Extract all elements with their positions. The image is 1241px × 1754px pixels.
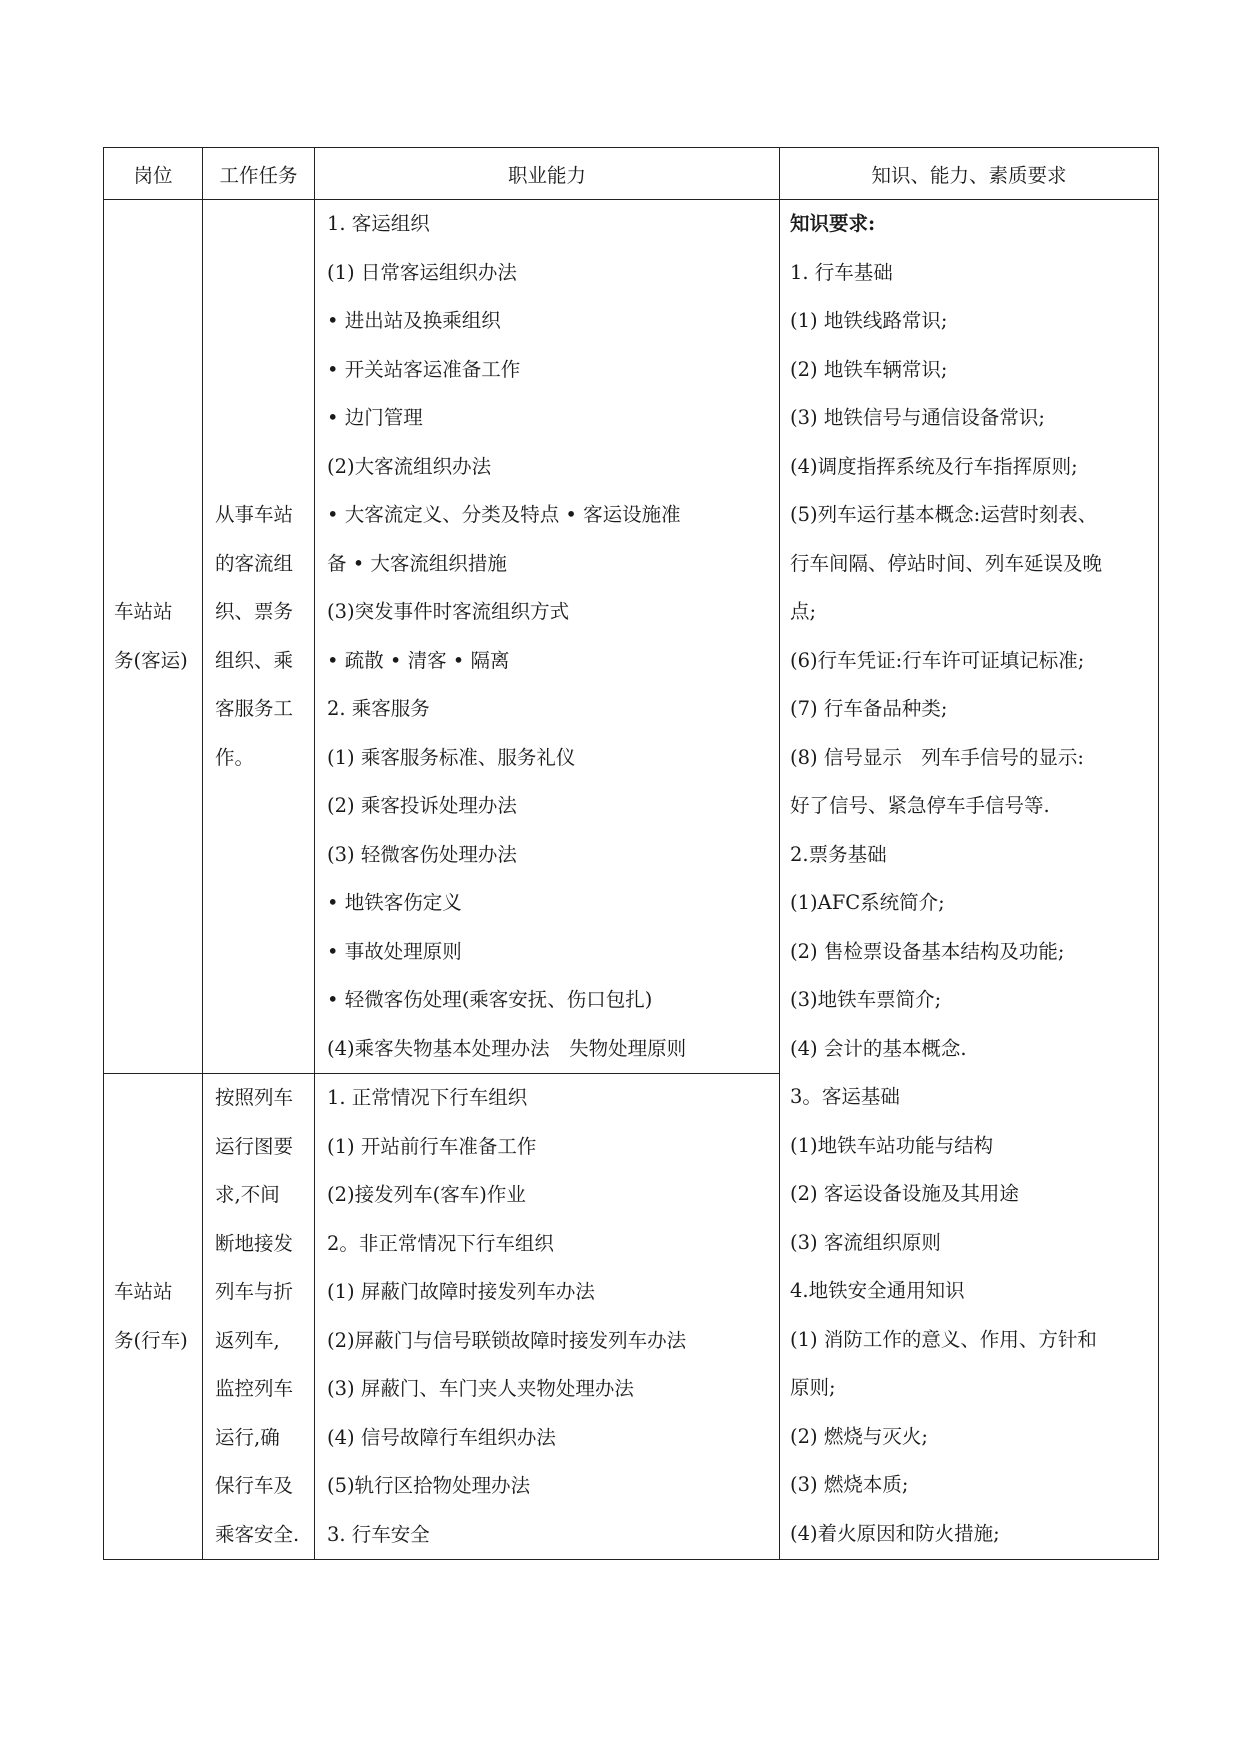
knowledge-line: (1)AFC系统简介;: [790, 891, 945, 914]
knowledge-line: 3。客运基础: [790, 1085, 900, 1108]
task-line: 组织、乘: [215, 648, 294, 672]
knowledge-line: (8) 信号显示 列车手信号的显示:: [790, 745, 1084, 769]
task-cell-train: [203, 1074, 315, 1560]
header-post: 岗位: [104, 148, 203, 200]
knowledge-line: (5)列车运行基本概念:运营时刻表、: [790, 503, 1098, 526]
task-line: 求,不间: [215, 1183, 280, 1206]
ability-line: • 疏散 • 清客 • 隔离: [327, 648, 510, 672]
ability-line: 3. 行车安全: [327, 1522, 430, 1546]
knowledge-line: 行车间隔、停站时间、列车延误及晚: [790, 551, 1103, 575]
task-cell-passenger: [203, 200, 315, 1074]
post-line: 车站站: [114, 600, 173, 623]
ability-line: (1) 屏蔽门故障时接发列车办法: [327, 1280, 595, 1303]
ability-line: (2)大客流组织办法: [327, 454, 492, 478]
ability-line: (1) 开站前行车准备工作: [327, 1134, 537, 1158]
ability-line: (5)轨行区拾物处理办法: [327, 1474, 531, 1497]
knowledge-cell: [780, 200, 1159, 1560]
ability-line: • 地铁客伤定义: [327, 891, 462, 914]
ability-line: • 大客流定义、分类及特点 • 客运设施准: [327, 503, 681, 526]
ability-line: (1) 日常客运组织办法: [327, 260, 517, 284]
task-line: 织、票务: [215, 600, 294, 623]
ability-line: (4) 信号故障行车组织办法: [327, 1425, 556, 1449]
ability-line: 1. 客运组织: [327, 212, 430, 235]
knowledge-line: 原则;: [790, 1376, 836, 1399]
knowledge-line: (6)行车凭证:行车许可证填记标准;: [790, 648, 1085, 672]
ability-cell-train: [315, 1074, 780, 1560]
task-line: 断地接发: [215, 1231, 294, 1255]
header-ability: 职业能力: [315, 148, 780, 200]
knowledge-line: 4.地铁安全通用知识: [790, 1279, 965, 1302]
ability-line: (3)突发事件时客流组织方式: [327, 600, 570, 623]
knowledge-line: (1) 消防工作的意义、作用、方针和: [790, 1327, 1097, 1351]
knowledge-line: (3) 客流组织原则: [790, 1230, 941, 1254]
post-line: 务(客运): [114, 648, 188, 672]
task-line: 的客流组: [215, 551, 294, 575]
ability-line: (4)乘客失物基本处理办法 失物处理原则: [327, 1036, 687, 1060]
task-line: 运行,确: [215, 1425, 280, 1449]
knowledge-line: (2) 燃烧与灭火;: [790, 1424, 928, 1448]
task-line: 运行图要: [215, 1134, 294, 1158]
ability-line: (3) 轻微客伤处理办法: [327, 842, 517, 866]
ability-line: • 进出站及换乘组织: [327, 309, 501, 332]
ability-line: (1) 乘客服务标准、服务礼仪: [327, 745, 576, 769]
ability-line: 备 • 大客流组织措施: [327, 551, 507, 575]
knowledge-line: (2) 地铁车辆常识;: [790, 357, 948, 381]
ability-cell-passenger: [315, 200, 780, 1074]
knowledge-line: (4)着火原因和防火措施;: [790, 1521, 1000, 1545]
knowledge-line: (7) 行车备品种类;: [790, 697, 948, 720]
header-knowledge: 知识、能力、素质要求: [780, 148, 1159, 200]
task-line: 保行车及: [215, 1474, 294, 1497]
knowledge-line: (3) 地铁信号与通信设备常识;: [790, 406, 1045, 429]
ability-line: 2. 乘客服务: [327, 697, 430, 720]
knowledge-line: 1. 行车基础: [790, 260, 893, 284]
task-line: 乘客安全.: [215, 1522, 300, 1546]
knowledge-line: (3)地铁车票简介;: [790, 988, 942, 1011]
ability-line: • 开关站客运准备工作: [327, 357, 521, 381]
knowledge-line: (1) 地铁线路常识;: [790, 309, 948, 332]
knowledge-line: (4) 会计的基本概念.: [790, 1036, 967, 1060]
task-line: 客服务工: [215, 697, 294, 720]
ability-line: (2)屏蔽门与信号联锁故障时接发列车办法: [327, 1328, 687, 1352]
ability-line: • 事故处理原则: [327, 939, 462, 963]
ability-line: • 边门管理: [327, 406, 423, 429]
ability-line: 2。非正常情况下行车组织: [327, 1231, 554, 1255]
knowledge-line: (2) 客运设备设施及其用途: [790, 1182, 1019, 1205]
post-line: 车站站: [114, 1280, 173, 1303]
post-cell-train: [104, 1074, 203, 1560]
knowledge-line: 2.票务基础: [790, 842, 887, 866]
post-cell-passenger: [104, 200, 203, 1074]
task-line: 按照列车: [215, 1086, 294, 1109]
ability-line: (2)接发列车(客车)作业: [327, 1183, 526, 1206]
knowledge-line: 好了信号、紧急停车手信号等.: [790, 794, 1050, 817]
knowledge-line: 点;: [790, 600, 817, 623]
ability-line: (2) 乘客投诉处理办法: [327, 794, 517, 817]
ability-line: (3) 屏蔽门、车门夹人夹物处理办法: [327, 1377, 634, 1400]
knowledge-line: (2) 售检票设备基本结构及功能;: [790, 939, 1065, 963]
knowledge-line: (4)调度指挥系统及行车指挥原则;: [790, 454, 1078, 478]
header-task: 工作任务: [203, 148, 315, 200]
job-competency-table: [103, 147, 1159, 1560]
header-row: [104, 148, 1159, 200]
task-line: 监控列车: [215, 1377, 294, 1400]
task-line: 列车与折: [215, 1280, 294, 1303]
post-line: 务(行车): [114, 1328, 188, 1352]
ability-line: 1. 正常情况下行车组织: [327, 1086, 528, 1109]
ability-line: • 轻微客伤处理(乘客安抚、伤口包扎): [327, 988, 653, 1011]
knowledge-heading: 知识要求:: [790, 212, 876, 235]
task-line: 作。: [215, 745, 255, 769]
task-line: 从事车站: [215, 503, 294, 526]
knowledge-line: (1)地铁车站功能与结构: [790, 1133, 994, 1157]
task-line: 返列车,: [215, 1328, 280, 1352]
knowledge-line: (3) 燃烧本质;: [790, 1473, 909, 1496]
row-passenger-service: [104, 200, 1159, 1074]
